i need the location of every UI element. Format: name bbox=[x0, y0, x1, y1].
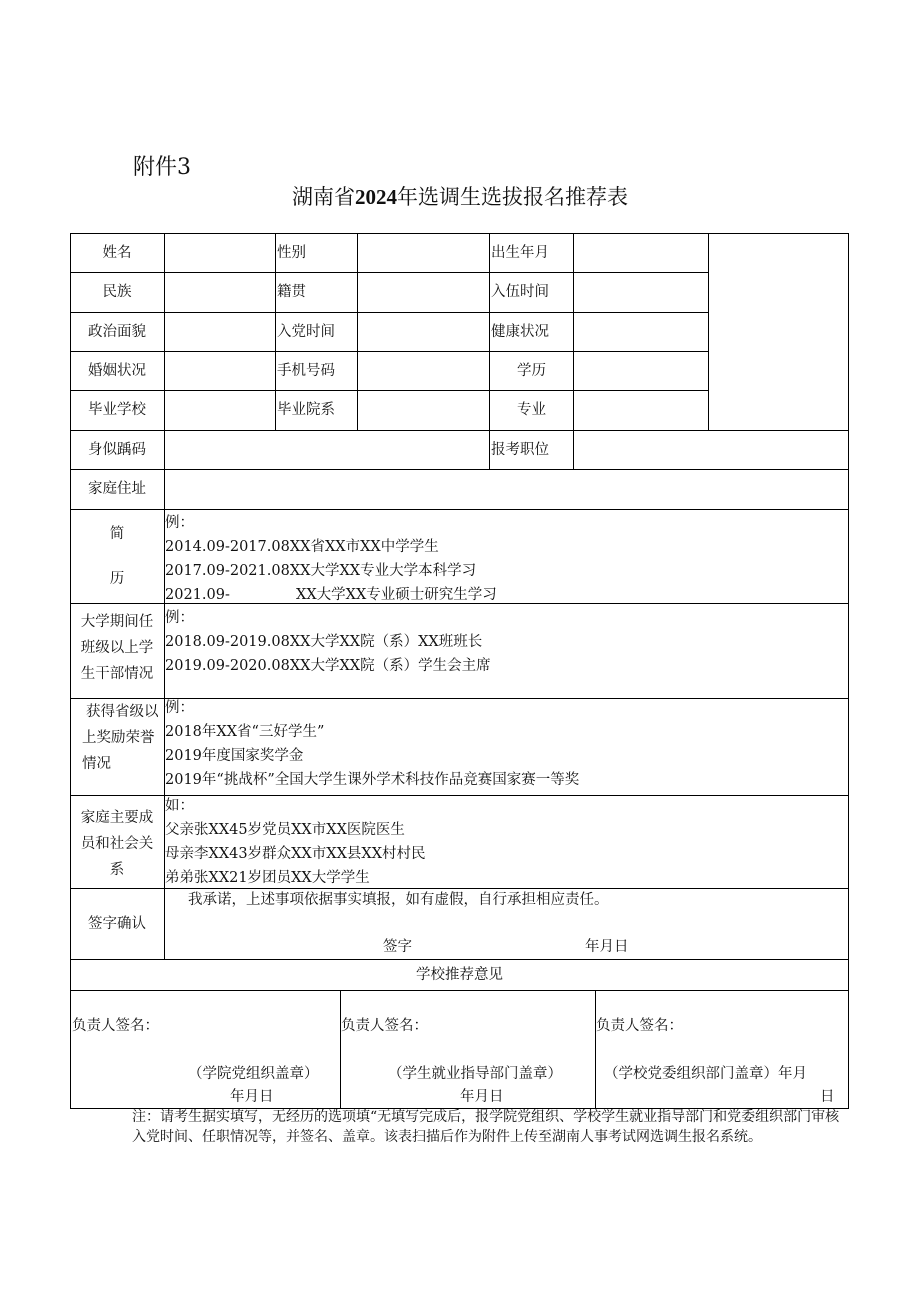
id-number-field[interactable] bbox=[165, 430, 489, 469]
family-line-3: 弟弟张XX21岁团员XX大学学生 bbox=[165, 870, 370, 886]
cadre-example-label: 例： bbox=[165, 610, 194, 626]
awards-line-2: 2019年度国家奖学金 bbox=[165, 748, 304, 764]
promise-text: 我承诺，上述事项依据事实填报，如有虚假，自行承担相应责任。 bbox=[188, 892, 609, 908]
resume-line-1: 2014.09-2017.08XX省XX市XX中学学生 bbox=[165, 539, 439, 555]
birth-label: 出生年月 bbox=[491, 244, 549, 261]
cadre-label-1: 大学期间任 bbox=[80, 614, 154, 630]
home-address-label: 家庭住址 bbox=[88, 481, 146, 497]
awards-line-1: 2018年XX省“三好学生” bbox=[165, 724, 325, 740]
degree-field[interactable] bbox=[574, 351, 708, 390]
awards-label-2: 上奖励荣誉 bbox=[82, 730, 155, 746]
applied-position-label: 报考职位 bbox=[491, 441, 549, 458]
sign-confirm-content[interactable] bbox=[165, 888, 848, 959]
major-field[interactable] bbox=[574, 390, 708, 430]
family-line-1: 父亲张XX45岁党员XX市XX医院医生 bbox=[165, 822, 405, 838]
attachment-label: 附件3 bbox=[133, 155, 191, 180]
cadre-line-1: 2018.09-2019.08XX大学XX院（系）XX班班长 bbox=[165, 634, 483, 650]
resume-line-3-detail: XX大学XX专业硕士研究生学习 bbox=[296, 587, 497, 603]
recommend-block-college[interactable] bbox=[70, 990, 340, 1108]
awards-label bbox=[82, 699, 166, 795]
awards-label-3: 情况 bbox=[82, 756, 111, 772]
graduate-school-field[interactable] bbox=[165, 390, 275, 430]
family-label-3: 系 bbox=[109, 862, 125, 878]
awards-example-label: 例： bbox=[165, 700, 194, 716]
phone-label: 手机号码 bbox=[277, 362, 335, 379]
id-number-label: 身似踽码 bbox=[88, 441, 146, 458]
cadre-line-2: 2019.09-2020.08XX大学XX院（系）学生会主席 bbox=[165, 658, 491, 674]
degree-label: 学历 bbox=[517, 362, 546, 379]
resume-label bbox=[70, 509, 164, 603]
family-content[interactable] bbox=[165, 794, 848, 888]
photo-box[interactable] bbox=[709, 233, 848, 430]
native-place-field[interactable] bbox=[358, 272, 489, 312]
resume-line-2: 2017.09-2021.08XX大学XX专业大学本科学习 bbox=[165, 563, 477, 579]
leader-sign-label: 负责人签名： bbox=[72, 1018, 159, 1034]
resume-content[interactable] bbox=[165, 511, 848, 603]
resume-label-1: 简 bbox=[109, 526, 125, 542]
awards-line-3: 2019年“挑战杯”全国大学生课外学术科技作品竞赛国家赛一等奖 bbox=[165, 772, 580, 788]
political-status-field[interactable] bbox=[165, 312, 275, 351]
employment-date-label: 年月日 bbox=[460, 1089, 504, 1105]
family-line-2: 母亲李XX43岁群众XX市XX县XX村村民 bbox=[165, 846, 426, 862]
sign-date-label: 年月日 bbox=[585, 939, 629, 955]
applied-position-field[interactable] bbox=[574, 430, 848, 469]
family-label-1: 家庭主要成 bbox=[80, 810, 154, 826]
recommend-header: 学校推荐意见 bbox=[416, 966, 503, 983]
footnote: 注：请考生据实填写，无经历的选项填“无填写完成后，报学院党组织、学校学生就业指导部门和党委组织部门审核入党时间、任职情况等，并签名、盖章。该表扫描后作为附件上传至湖南人事考试网选调生报名系统。 bbox=[132, 1109, 840, 1145]
party-join-date-field[interactable] bbox=[358, 312, 489, 351]
political-status-label: 政治面貌 bbox=[88, 323, 146, 340]
party-org-date-label: 日 bbox=[820, 1089, 835, 1105]
registration-form-table bbox=[70, 233, 849, 1109]
ethnicity-field[interactable] bbox=[165, 272, 275, 312]
birth-field[interactable] bbox=[574, 233, 708, 272]
employment-seal-label: （学生就业指导部门盖章） bbox=[388, 1066, 562, 1082]
signature-label: 签字 bbox=[383, 939, 412, 955]
title-prefix: 湖南省 bbox=[292, 185, 355, 209]
graduate-school-label: 毕业学校 bbox=[88, 402, 146, 418]
major-label: 专业 bbox=[517, 402, 546, 418]
form-title bbox=[0, 181, 920, 211]
resume-line-3-date: 2021.09- bbox=[165, 587, 230, 603]
sign-confirm-label: 签字确认 bbox=[88, 915, 146, 932]
marital-status-field[interactable] bbox=[165, 351, 275, 390]
native-place-label: 籍贯 bbox=[277, 284, 306, 300]
recommend-block-party-org[interactable] bbox=[596, 990, 848, 1108]
faculty-field[interactable] bbox=[358, 390, 489, 430]
party-join-date-label: 入党时间 bbox=[277, 323, 335, 340]
awards-label-1: 获得省级以 bbox=[86, 704, 159, 720]
gender-field[interactable] bbox=[358, 233, 489, 272]
awards-content[interactable] bbox=[165, 696, 848, 795]
family-label-2: 员和社会关 bbox=[80, 836, 154, 852]
marital-status-label: 婚姻状况 bbox=[88, 362, 146, 379]
title-suffix: 年选调生选拔报名推荐表 bbox=[397, 185, 628, 209]
party-org-seal-label: （学校党委组织部门盖章）年月 bbox=[604, 1066, 807, 1082]
leader-sign-label: 负责人签名： bbox=[596, 1018, 683, 1034]
name-field[interactable] bbox=[165, 233, 275, 272]
enlistment-date-field[interactable] bbox=[574, 272, 708, 312]
home-address-field[interactable] bbox=[165, 469, 848, 509]
resume-label-2: 历 bbox=[109, 571, 125, 587]
resume-example-label: 例： bbox=[165, 515, 194, 531]
resume-line-3 bbox=[165, 583, 848, 607]
leader-sign-label: 负责人签名： bbox=[341, 1018, 428, 1034]
cadre-label bbox=[70, 609, 164, 699]
health-field[interactable] bbox=[574, 312, 708, 351]
faculty-label: 毕业院系 bbox=[277, 402, 335, 418]
cadre-label-2: 班级以上学 bbox=[80, 640, 154, 656]
health-label: 健康状况 bbox=[491, 323, 549, 340]
phone-field[interactable] bbox=[358, 351, 489, 390]
recommend-block-employment[interactable] bbox=[341, 990, 595, 1108]
name-label: 姓名 bbox=[102, 244, 132, 261]
title-year: 2024 bbox=[355, 185, 397, 209]
college-date-label: 年月日 bbox=[230, 1089, 274, 1105]
cadre-label-3: 生干部情况 bbox=[80, 666, 154, 682]
cadre-content[interactable] bbox=[165, 606, 848, 698]
family-label bbox=[70, 805, 164, 888]
college-seal-label: （学院党组织盖章） bbox=[188, 1066, 319, 1082]
gender-label: 性别 bbox=[277, 244, 306, 261]
ethnicity-label: 民族 bbox=[102, 284, 132, 300]
enlistment-date-label: 入伍时间 bbox=[491, 284, 549, 300]
family-example-label: 如： bbox=[165, 798, 194, 814]
